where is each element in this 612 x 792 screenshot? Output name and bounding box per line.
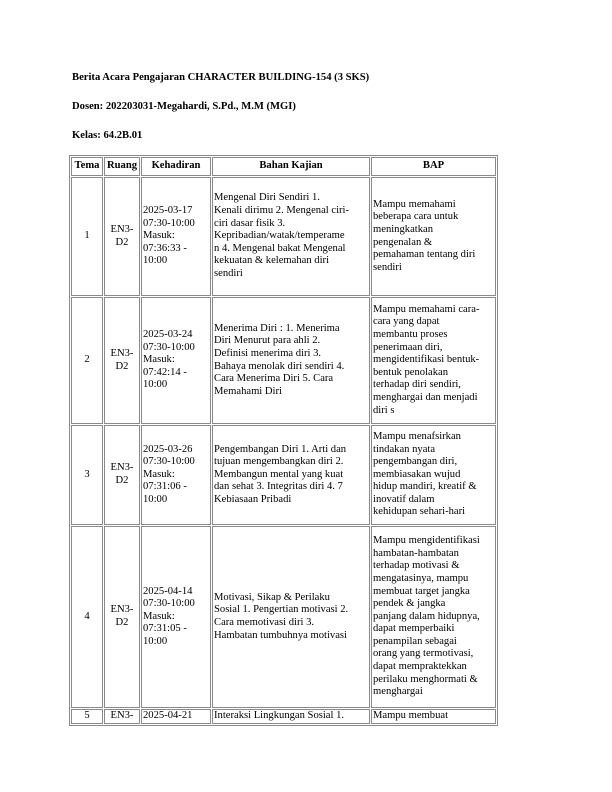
kehadiran-line: 07:31:05 - xyxy=(143,623,187,635)
bap-line: pendek & jangka xyxy=(373,598,446,610)
bahan-kajian-cell xyxy=(212,425,370,525)
kehadiran-cell xyxy=(141,297,211,424)
bap-line: Mampu mengidentifikasi xyxy=(373,535,480,547)
bahan-kajian-line: kekuatan & kelemahan diri xyxy=(214,255,330,267)
table-row xyxy=(71,425,496,525)
bahan-kajian-line: Cara Menerima Diri 5. Cara xyxy=(214,373,334,385)
bap-line: meningkatkan xyxy=(373,223,434,235)
bahan-kajian-line: Pengembangan Diri 1. Arti dan xyxy=(214,443,347,455)
tema-cell: 4 xyxy=(71,526,103,708)
bap-line: diri s xyxy=(373,404,395,416)
bahan-kajian-cell xyxy=(212,526,370,708)
kehadiran-cell xyxy=(141,425,211,525)
kehadiran-line: 2025-04-14 xyxy=(143,585,193,597)
bap-line: pengembangan diri, xyxy=(373,456,458,468)
tema-cell: 3 xyxy=(71,425,103,525)
table-row xyxy=(71,177,496,296)
kehadiran-line: 10:00 xyxy=(143,635,168,647)
tema-cell: 2 xyxy=(71,297,103,424)
col-header-bap: BAP xyxy=(371,157,496,176)
col-header-bahan-kajian: Bahan Kajian xyxy=(212,157,370,176)
bahan-kajian-line: Mengenal Diri Sendiri 1. xyxy=(214,192,320,204)
bap-line: cara yang dapat xyxy=(373,316,440,328)
kehadiran-cell xyxy=(141,709,211,724)
bahan-kajian-line: sendiri xyxy=(214,267,243,279)
kehadiran-line: 07:31:06 - xyxy=(143,481,187,493)
bap-line: panjang dalam hidupnya, xyxy=(373,610,480,622)
bap-line: tindakan nyata xyxy=(373,443,436,455)
bahan-kajian-line: Hambatan tumbuhnya motivasi xyxy=(214,629,347,641)
kehadiran-line: 07:30-10:00 xyxy=(143,217,195,229)
bap-line: orang yang termotivasi, xyxy=(373,648,474,660)
kehadiran-line: 07:30-10:00 xyxy=(143,341,195,353)
bap-line: pemahaman tentang diri xyxy=(373,249,476,261)
table-row xyxy=(71,709,496,724)
bahan-kajian-line: tujuan mengembangkan diri 2. xyxy=(214,456,344,468)
ruang-line: EN3- xyxy=(110,462,134,474)
kehadiran-cell xyxy=(141,177,211,296)
kehadiran-line: 07:42:14 - xyxy=(143,366,187,378)
bahan-kajian-line: Interaksi Lingkungan Sosial 1. xyxy=(214,710,345,721)
bap-line: penerimaan diri, xyxy=(373,341,443,353)
table-row xyxy=(71,297,496,424)
bap-line: mengatasinya, mampu xyxy=(373,572,469,584)
kehadiran-line: 07:30-10:00 xyxy=(143,598,195,610)
bahan-kajian-line: Menerima Diri : 1. Menerima xyxy=(214,322,340,334)
ruang-line: EN3- xyxy=(110,223,134,235)
ruang-cell xyxy=(104,709,140,724)
ruang-cell xyxy=(104,425,140,525)
bap-line: Mampu membuat xyxy=(373,710,449,721)
lecturer-line: Dosen: 202203031-Megahardi, S.Pd., M.M (MGI) xyxy=(72,101,296,112)
bahan-kajian-cell xyxy=(212,177,370,296)
bap-line: dapat memperbaiki xyxy=(373,623,455,635)
bap-line: Mampu memahami cara- xyxy=(373,303,480,315)
bap-cell xyxy=(371,297,496,424)
bap-line: Mampu menafsirkan xyxy=(373,430,461,442)
bap-line: kehidupan sehari-hari xyxy=(373,506,466,518)
bahan-kajian-line: Sosial 1. Pengertian motivasi 2. xyxy=(214,604,349,616)
col-header-tema: Tema xyxy=(71,157,103,176)
bap-line: membuat target jangka xyxy=(373,585,470,597)
document-title: Berita Acara Pengajaran CHARACTER BUILDING-154 (3 SKS) xyxy=(72,72,370,83)
bap-line: terhadap motivasi & xyxy=(373,560,460,572)
kehadiran-line: 2025-04-21 xyxy=(143,710,193,721)
kehadiran-line: 10:00 xyxy=(143,379,168,391)
bap-cell xyxy=(371,425,496,525)
bahan-kajian-line: Definisi menerima diri 3. xyxy=(214,347,322,359)
ruang-line: EN3- xyxy=(110,604,134,616)
bap-line: menghargai dan menjadi xyxy=(373,391,478,403)
bap-line: bentuk penolakan xyxy=(373,366,449,378)
kehadiran-cell xyxy=(141,526,211,708)
bahan-kajian-line: dan sehat 3. Integritas diri 4. 7 xyxy=(214,481,343,493)
ruang-cell xyxy=(104,297,140,424)
bap-line: sendiri xyxy=(373,261,402,273)
kehadiran-line: Masuk: xyxy=(143,230,175,242)
bap-cell xyxy=(371,177,496,296)
ruang-line: D2 xyxy=(115,360,129,372)
kehadiran-line: 2025-03-17 xyxy=(143,205,193,217)
bap-line: pengenalan & xyxy=(373,236,433,248)
bap-line: menghargai xyxy=(373,686,423,698)
teaching-record-table xyxy=(69,155,498,726)
kehadiran-line: 2025-03-26 xyxy=(143,443,193,455)
bahan-kajian-cell xyxy=(212,297,370,424)
bahan-kajian-line: Kebiasaan Pribadi xyxy=(214,493,292,505)
bahan-kajian-line: Membangun mental yang kuat xyxy=(214,468,344,480)
bahan-kajian-line: Motivasi, Sikap & Perilaku xyxy=(214,591,330,603)
kehadiran-line: 10:00 xyxy=(143,255,168,267)
bahan-kajian-line: Kenali dirimu 2. Mengenal ciri- xyxy=(214,205,350,217)
ruang-line: EN3- xyxy=(110,710,134,721)
kehadiran-line: 10:00 xyxy=(143,493,168,505)
ruang-cell xyxy=(104,177,140,296)
kehadiran-line: 2025-03-24 xyxy=(143,329,193,341)
ruang-line: EN3- xyxy=(110,347,134,359)
bahan-kajian-line: Kepribadian/watak/temperame xyxy=(214,230,345,242)
kehadiran-line: 07:30-10:00 xyxy=(143,456,195,468)
bap-line: hambatan-hambatan xyxy=(373,547,459,559)
kehadiran-line: Masuk: xyxy=(143,354,175,366)
ruang-line: D2 xyxy=(115,475,129,486)
bap-line: dapat mempraktekkan xyxy=(373,661,467,673)
bahan-kajian-cell xyxy=(212,709,370,724)
ruang-line: D2 xyxy=(115,236,129,248)
bap-line: membantu proses xyxy=(373,329,448,341)
bap-line: mengidentifikasi bentuk- xyxy=(373,354,480,366)
bap-line: beberapa cara untuk xyxy=(373,211,459,223)
table-row xyxy=(71,526,496,708)
bahan-kajian-line: ciri dasar fisik 3. xyxy=(214,217,286,229)
ruang-cell xyxy=(104,526,140,708)
bap-line: terhadap diri sendiri, xyxy=(373,379,461,391)
bap-line: penampilan sebagai xyxy=(373,635,457,647)
kehadiran-line: Masuk: xyxy=(143,610,175,622)
bap-line: Mampu memahami xyxy=(373,198,456,210)
bap-line: inovatif dalam xyxy=(373,493,435,505)
bahan-kajian-line: Diri Menurut para ahli 2. xyxy=(214,335,321,347)
table-header-row xyxy=(71,157,496,176)
col-header-kehadiran: Kehadiran xyxy=(141,157,211,176)
bahan-kajian-line: Bahaya menolak diri sendiri 4. xyxy=(214,360,345,372)
bahan-kajian-line: n 4. Mengenal bakat Mengenal xyxy=(214,242,346,254)
bap-line: membiasakan wujud xyxy=(373,468,461,480)
tema-cell: 5 xyxy=(71,709,103,724)
bahan-kajian-line: Cara memotivasi diri 3. xyxy=(214,617,315,628)
tema-cell: 1 xyxy=(71,177,103,296)
col-header-ruang: Ruang xyxy=(104,157,140,176)
kehadiran-line: Masuk: xyxy=(143,468,175,480)
bahan-kajian-line: Memahami Diri xyxy=(214,385,282,397)
bap-line: hidup mandiri, kreatif & xyxy=(373,481,477,493)
bap-cell xyxy=(371,526,496,708)
bap-cell xyxy=(371,709,496,724)
class-line: Kelas: 64.2B.01 xyxy=(72,130,143,141)
bap-line: perilaku menghormati & xyxy=(373,673,478,685)
kehadiran-line: 07:36:33 - xyxy=(143,242,187,254)
ruang-line: D2 xyxy=(115,617,129,628)
